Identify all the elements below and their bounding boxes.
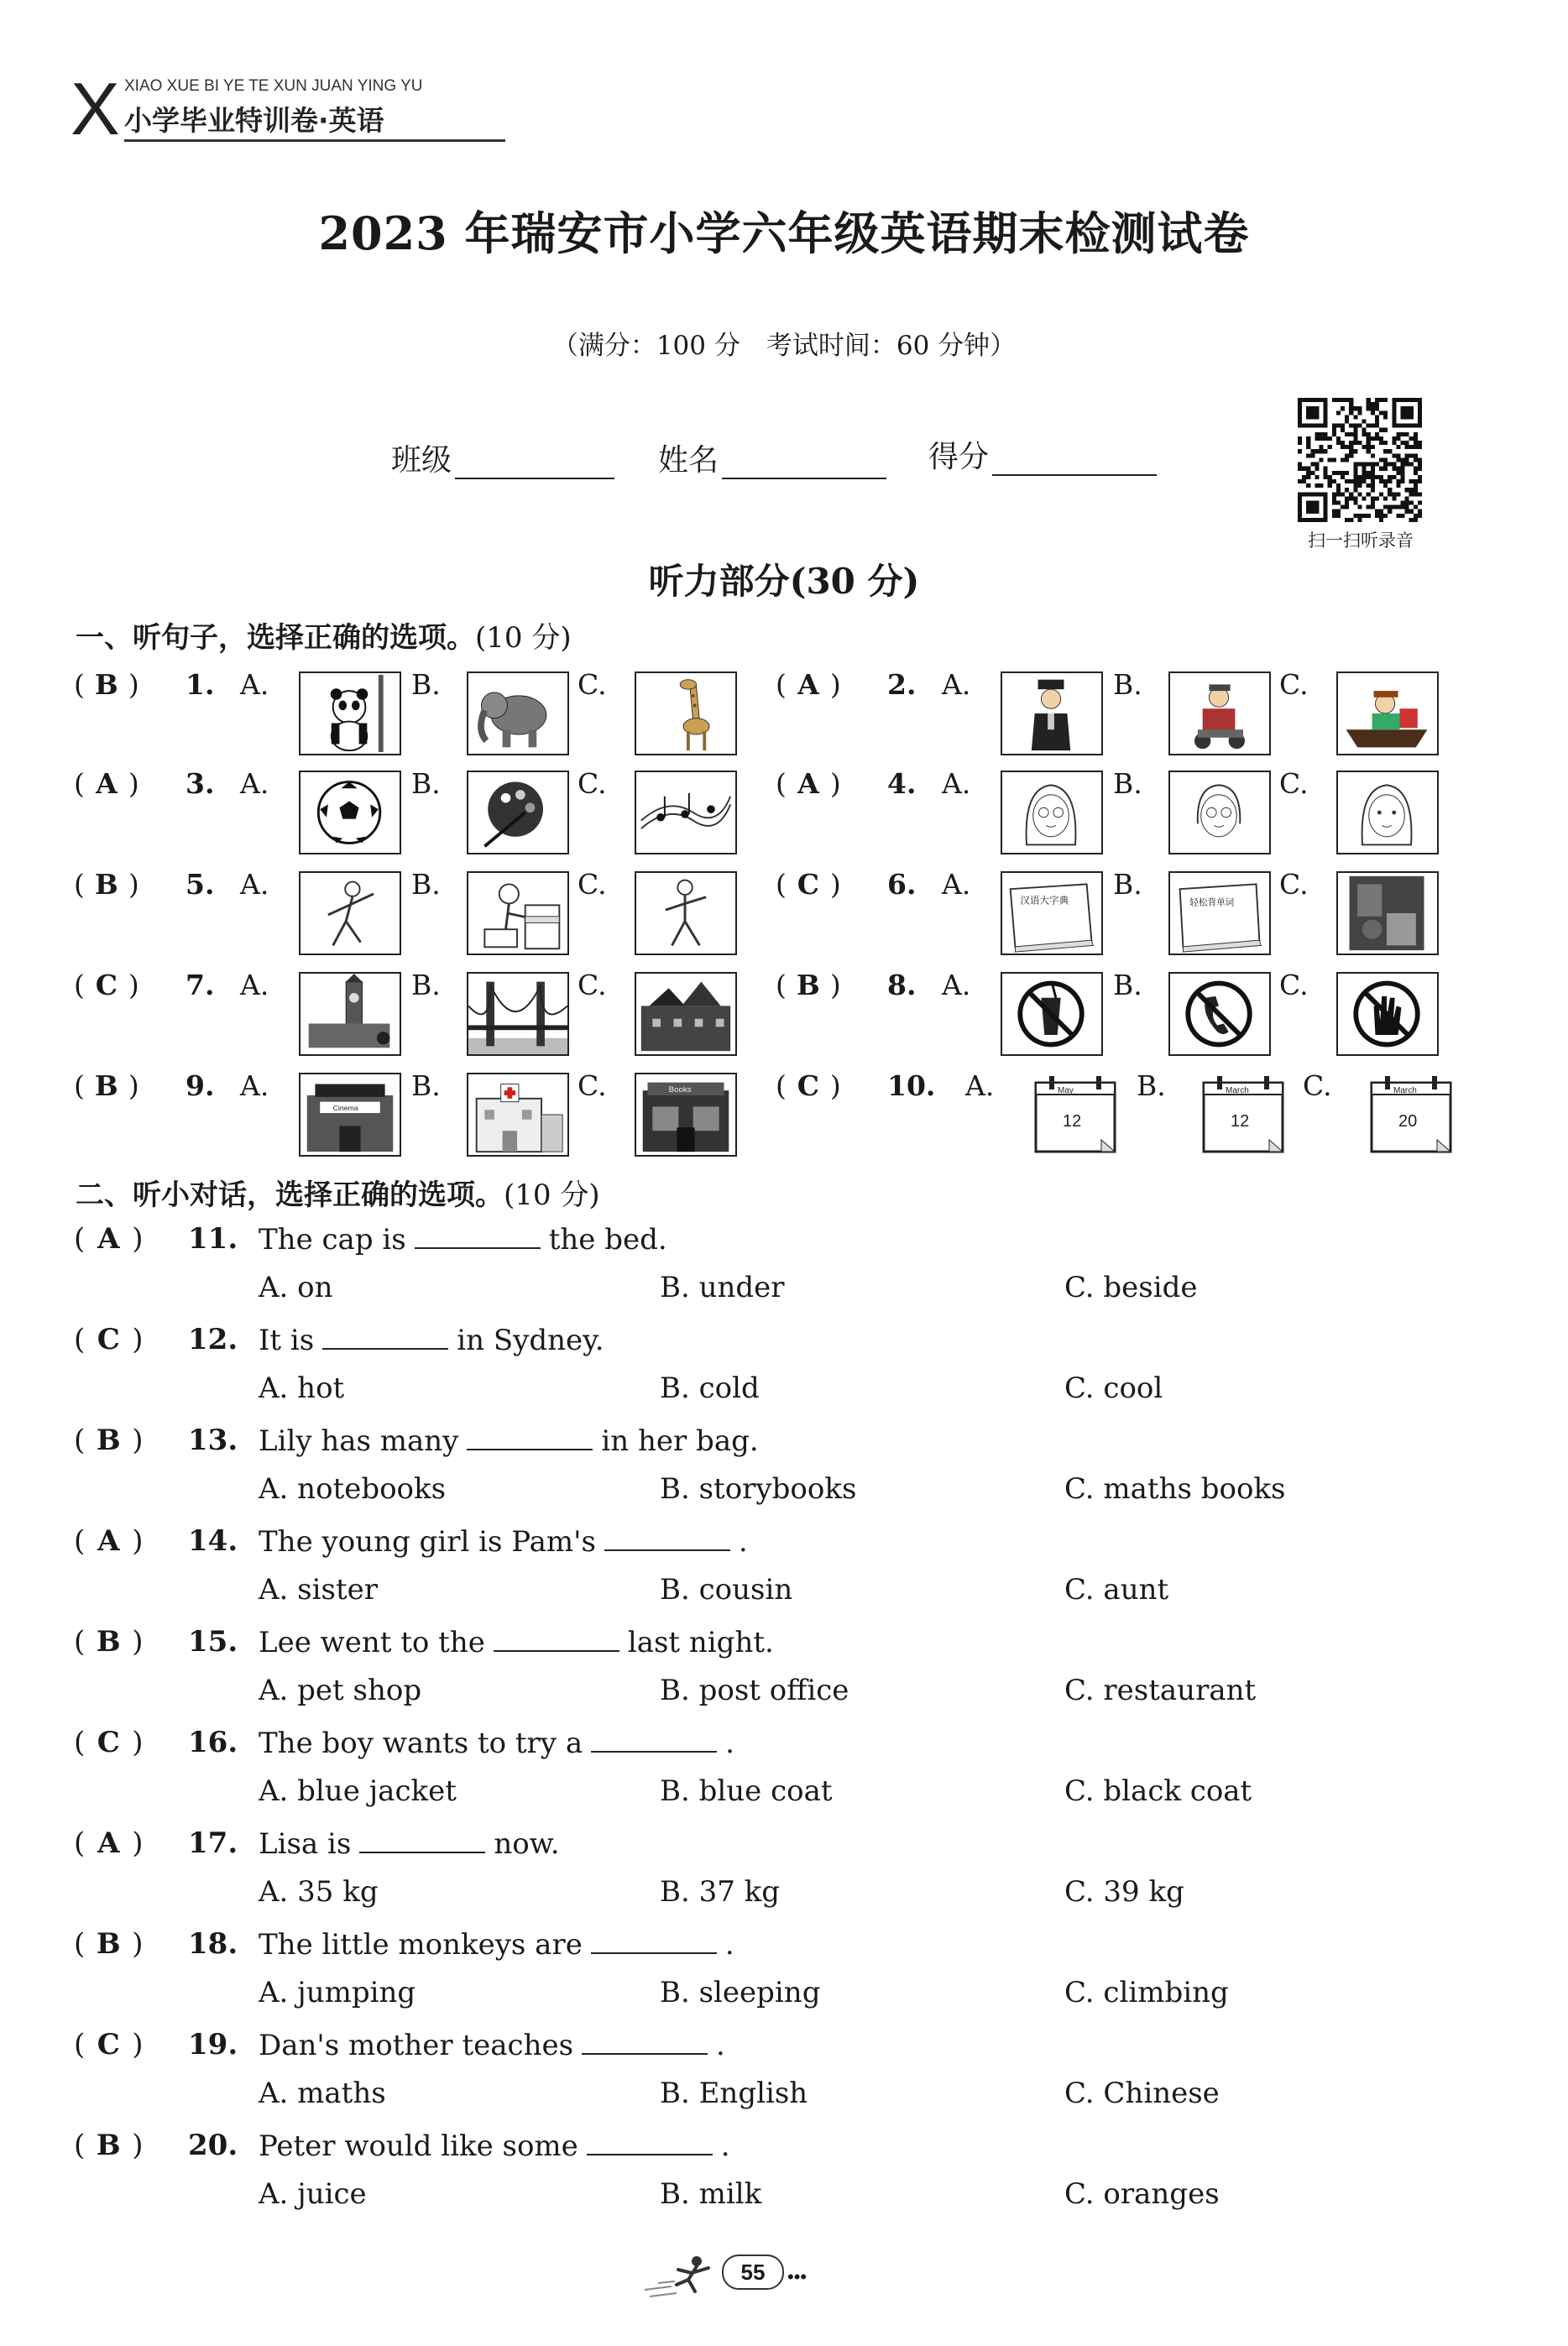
bookstore-picture[interactable] xyxy=(635,1073,737,1157)
option-letter: B. xyxy=(411,767,441,800)
dialogue-question xyxy=(74,1524,1501,1625)
stem-before: The little monkeys are xyxy=(259,1928,583,1962)
word-book-picture[interactable] xyxy=(1168,871,1271,955)
question-number: 9. xyxy=(186,1069,215,1102)
answer-option[interactable]: A. maths xyxy=(259,2077,386,2110)
class-field[interactable] xyxy=(391,436,614,479)
stem-before: Peter would like some xyxy=(259,2129,578,2163)
panda-picture[interactable] xyxy=(299,671,401,755)
farmer-boat-picture[interactable] xyxy=(1336,671,1439,755)
cinema-picture[interactable] xyxy=(299,1073,401,1157)
option-letter: A. xyxy=(942,668,971,701)
option-letter: A. xyxy=(240,969,269,1001)
page-dots: ••• xyxy=(787,2266,808,2287)
stem-before: Lily has many xyxy=(259,1424,459,1458)
no-touching-picture[interactable] xyxy=(1336,972,1439,1056)
question-number: 2. xyxy=(887,668,917,701)
question-number: 7. xyxy=(186,969,215,1001)
question-number: 17. xyxy=(188,1826,238,1860)
question-stem xyxy=(259,1323,604,1357)
stem-after: in Sydney. xyxy=(457,1324,604,1357)
stem-before: The boy wants to try a xyxy=(259,1727,583,1760)
answer-letter: B xyxy=(796,969,820,1001)
answer-option[interactable]: B. under xyxy=(660,1271,785,1304)
picture-question xyxy=(74,767,745,860)
svg-text:March: March xyxy=(1393,1086,1417,1095)
question-number: 5. xyxy=(186,868,215,901)
boy-piano-picture[interactable] xyxy=(467,871,569,955)
option-letter: C. xyxy=(1279,868,1309,901)
option-letter: B. xyxy=(1113,969,1142,1001)
stem-after: the bed. xyxy=(548,1223,667,1257)
music-notes-picture[interactable] xyxy=(635,771,737,854)
answer-option[interactable]: A. jumping xyxy=(259,1976,416,2009)
answer-bracket[interactable]: ( B ) xyxy=(74,2129,144,2162)
question-number: 20. xyxy=(188,2129,238,2162)
question-number: 18. xyxy=(188,1927,238,1961)
answer-bracket[interactable]: ( C ) xyxy=(776,868,841,901)
calendar-picture[interactable] xyxy=(1024,1073,1126,1157)
svg-text:12: 12 xyxy=(1063,1112,1082,1131)
svg-text:March: March xyxy=(1226,1086,1249,1095)
question-number: 16. xyxy=(188,1726,238,1759)
boy-dancing-picture[interactable] xyxy=(299,871,401,955)
answer-letter: B xyxy=(96,1424,121,1457)
answer-option[interactable]: C. climbing xyxy=(1064,1976,1229,2009)
question-number: 11. xyxy=(188,1222,238,1256)
option-letter: C. xyxy=(1279,668,1309,701)
calendar-picture[interactable] xyxy=(1192,1073,1294,1157)
answer-blank[interactable] xyxy=(359,1826,485,1853)
answer-letter: B xyxy=(96,1625,121,1659)
option-letter: A. xyxy=(240,1069,269,1102)
section-2-heading: 二、听小对话，选择正确的选项。 xyxy=(76,1178,504,1212)
stem-before: Lee went to the xyxy=(259,1626,485,1659)
option-letter: C. xyxy=(578,868,607,901)
no-drinking-picture[interactable] xyxy=(1001,972,1103,1056)
name-label: 姓名 xyxy=(658,443,719,478)
question-number: 12. xyxy=(188,1323,238,1356)
option-letter: B. xyxy=(1113,868,1142,901)
postman-picture[interactable] xyxy=(1168,671,1271,755)
answer-bracket[interactable]: ( B ) xyxy=(74,1625,144,1659)
option-letter: B. xyxy=(411,969,441,1001)
option-letter: A. xyxy=(965,1069,995,1102)
section-2-title xyxy=(76,1172,600,1213)
bridge-picture[interactable] xyxy=(467,972,569,1056)
question-stem xyxy=(259,1726,734,1760)
picture-question xyxy=(776,868,1447,960)
option-letter: C. xyxy=(1303,1069,1332,1102)
option-letter: B. xyxy=(411,868,441,901)
answer-letter: B xyxy=(94,868,118,901)
svg-text:20: 20 xyxy=(1398,1112,1418,1131)
answer-option[interactable]: C. maths books xyxy=(1064,1472,1286,1506)
option-letter: C. xyxy=(578,969,607,1001)
answer-bracket[interactable]: ( A ) xyxy=(74,767,139,800)
answer-option[interactable]: C. oranges xyxy=(1064,2177,1220,2211)
answer-blank[interactable] xyxy=(494,1625,619,1652)
answer-letter: B xyxy=(96,2129,121,2162)
name-blank[interactable] xyxy=(722,446,886,479)
answer-blank[interactable] xyxy=(467,1424,593,1450)
answer-letter: B xyxy=(94,1069,118,1102)
answer-letter: B xyxy=(94,668,118,701)
answer-option[interactable]: C. Chinese xyxy=(1064,2077,1220,2110)
answer-blank[interactable] xyxy=(591,1927,717,1954)
question-number: 1. xyxy=(186,668,215,701)
answer-letter: C xyxy=(97,1323,120,1356)
answer-blank[interactable] xyxy=(587,2129,713,2155)
question-number: 10. xyxy=(887,1069,936,1102)
option-letter: A. xyxy=(240,668,269,701)
stem-before: It is xyxy=(259,1324,315,1357)
picture-question xyxy=(74,668,745,760)
answer-option[interactable]: C. 39 kg xyxy=(1064,1875,1184,1909)
man-kungfu-picture[interactable] xyxy=(635,871,737,955)
policeman-picture[interactable] xyxy=(1001,671,1103,755)
option-letter: C. xyxy=(1279,767,1309,800)
dialogue-question xyxy=(74,1222,1501,1323)
section-1-title xyxy=(76,614,572,656)
stem-after: . xyxy=(725,1727,734,1760)
question-stem xyxy=(259,1826,560,1861)
option-letter: A. xyxy=(240,868,269,901)
question-number: 14. xyxy=(188,1524,238,1558)
answer-letter: C xyxy=(97,2028,120,2061)
answer-letter: C xyxy=(797,1069,819,1102)
answer-letter: A xyxy=(97,1524,120,1558)
option-letter: B. xyxy=(1113,767,1142,800)
picture-question xyxy=(776,668,1447,760)
answer-option[interactable]: B. 37 kg xyxy=(660,1875,781,1909)
answer-letter: A xyxy=(96,767,118,800)
answer-blank[interactable] xyxy=(322,1323,448,1350)
answer-blank[interactable] xyxy=(582,2028,708,2055)
answer-bracket[interactable]: ( B ) xyxy=(74,1069,139,1102)
stem-before: Dan's mother teaches xyxy=(259,2029,574,2062)
score-label: 得分 xyxy=(928,440,990,474)
elephant-picture[interactable] xyxy=(467,671,569,755)
brand-logo-letter: X xyxy=(71,67,120,150)
answer-letter: C xyxy=(97,1726,120,1759)
big-ben-picture[interactable] xyxy=(299,972,401,1056)
svg-text:12: 12 xyxy=(1231,1112,1250,1131)
brand-underline xyxy=(124,139,505,142)
question-number: 3. xyxy=(186,767,215,800)
brand-title: 小学毕业特训卷·英语 xyxy=(124,104,384,137)
answer-option[interactable]: B. milk xyxy=(660,2177,762,2211)
dialogue-question xyxy=(74,1927,1501,2028)
no-phone-picture[interactable] xyxy=(1168,972,1271,1056)
question-number: 8. xyxy=(887,969,917,1001)
answer-bracket[interactable]: ( A ) xyxy=(776,668,841,701)
class-label: 班级 xyxy=(391,443,452,478)
answer-letter: C xyxy=(797,868,819,901)
stem-after: in her bag. xyxy=(601,1424,759,1458)
option-letter: C. xyxy=(578,767,607,800)
question-number: 19. xyxy=(188,2028,238,2061)
calendar-picture[interactable] xyxy=(1360,1073,1462,1157)
answer-bracket[interactable]: ( C ) xyxy=(74,1323,144,1356)
answer-option[interactable]: A. sister xyxy=(259,1573,378,1607)
score-field[interactable] xyxy=(928,433,1157,476)
option-letter: B. xyxy=(411,668,441,701)
paint-palette-picture[interactable] xyxy=(467,771,569,854)
dialogue-question xyxy=(74,1726,1501,1826)
girl-glasses-long-hair-picture[interactable] xyxy=(1001,771,1103,854)
girl-no-glasses-picture[interactable] xyxy=(1336,771,1439,854)
answer-option[interactable]: A. juice xyxy=(259,2177,367,2211)
stem-before: The cap is xyxy=(259,1223,406,1257)
answer-letter: A xyxy=(97,1826,120,1860)
answer-bracket[interactable]: ( B ) xyxy=(74,868,139,901)
stem-after: . xyxy=(724,1928,734,1962)
qr-code-icon[interactable] xyxy=(1298,398,1422,522)
svg-text:汉语大字典: 汉语大字典 xyxy=(1020,894,1069,907)
answer-bracket[interactable]: ( C ) xyxy=(776,1069,841,1102)
name-field[interactable] xyxy=(658,436,886,479)
answer-bracket[interactable]: ( A ) xyxy=(776,767,841,800)
answer-bracket[interactable]: ( A ) xyxy=(74,1826,144,1860)
answer-option[interactable]: B. cousin xyxy=(660,1573,793,1607)
class-blank[interactable] xyxy=(455,446,614,479)
svg-text:Books: Books xyxy=(668,1085,692,1095)
option-letter: C. xyxy=(578,1069,607,1102)
option-letter: C. xyxy=(1279,969,1309,1001)
answer-blank[interactable] xyxy=(604,1524,730,1551)
question-number: 13. xyxy=(188,1424,238,1457)
answer-letter: A xyxy=(797,767,819,800)
svg-text:Cinema: Cinema xyxy=(332,1104,358,1113)
dialogue-question xyxy=(74,1625,1501,1726)
svg-text:May: May xyxy=(1058,1086,1074,1095)
hospital-picture[interactable] xyxy=(467,1073,569,1157)
svg-text:轻松背单词: 轻松背单词 xyxy=(1189,897,1235,908)
question-number: 6. xyxy=(887,868,917,901)
answer-option[interactable]: A. blue jacket xyxy=(259,1774,457,1808)
picture-question xyxy=(74,1069,745,1162)
picture-question xyxy=(776,969,1447,1061)
answer-letter: B xyxy=(96,1927,121,1961)
stem-after: last night. xyxy=(627,1626,774,1659)
option-letter: A. xyxy=(942,767,971,800)
question-stem xyxy=(259,1424,759,1458)
qr-caption: 扫一扫听录音 xyxy=(1308,530,1414,551)
answer-option[interactable]: B. sleeping xyxy=(660,1976,821,2009)
exam-title: 2023 年瑞安市小学六年级英语期末检测试卷 xyxy=(318,206,1250,260)
answer-bracket[interactable]: ( C ) xyxy=(74,2028,144,2061)
page-footer xyxy=(638,2251,831,2310)
dialogue-question xyxy=(74,2129,1501,2229)
city-picture[interactable] xyxy=(635,972,737,1056)
answer-option[interactable]: C. beside xyxy=(1064,1271,1198,1304)
answer-option[interactable]: B. blue coat xyxy=(660,1774,833,1808)
answer-option[interactable]: A. 35 kg xyxy=(259,1875,379,1909)
dialogue-question xyxy=(74,2028,1501,2129)
page-number: 55 xyxy=(722,2255,784,2290)
option-letter: A. xyxy=(240,767,269,800)
answer-bracket[interactable]: ( A ) xyxy=(74,1524,144,1558)
stem-after: . xyxy=(738,1525,748,1559)
exam-info: （满分：100 分 考试时间：60 分钟） xyxy=(551,331,1017,361)
question-stem xyxy=(259,1524,748,1559)
option-letter: A. xyxy=(942,868,971,901)
answer-bracket[interactable]: ( B ) xyxy=(74,1424,144,1457)
answer-letter: A xyxy=(797,668,819,701)
option-letter: B. xyxy=(1113,668,1142,701)
dialogue-question xyxy=(74,1424,1501,1524)
giraffe-picture[interactable] xyxy=(635,671,737,755)
answer-option[interactable]: B. post office xyxy=(660,1674,849,1707)
answer-bracket[interactable]: ( B ) xyxy=(776,969,841,1001)
answer-option[interactable]: C. restaurant xyxy=(1064,1674,1257,1707)
question-stem xyxy=(259,1222,667,1257)
dictionary-picture[interactable] xyxy=(1001,871,1103,955)
answer-bracket[interactable]: ( C ) xyxy=(74,1726,144,1759)
section-2-points: (10 分) xyxy=(504,1178,600,1212)
question-number: 4. xyxy=(887,767,917,800)
answer-option[interactable]: A. on xyxy=(259,1271,333,1304)
question-stem xyxy=(259,1625,774,1659)
dialogue-question xyxy=(74,1826,1501,1927)
football-picture[interactable] xyxy=(299,771,401,854)
answer-blank[interactable] xyxy=(591,1726,717,1753)
girl-glasses-short-hair-picture[interactable] xyxy=(1168,771,1271,854)
answer-bracket[interactable]: ( B ) xyxy=(74,1927,144,1961)
answer-option[interactable]: A. notebooks xyxy=(259,1472,447,1506)
answer-bracket[interactable]: ( C ) xyxy=(74,969,139,1001)
runner-icon xyxy=(638,2251,722,2302)
stem-after: . xyxy=(716,2029,725,2062)
series-brand xyxy=(71,67,507,150)
answer-letter: C xyxy=(95,969,118,1001)
answer-letter: A xyxy=(97,1222,120,1256)
picture-question xyxy=(776,1069,1447,1162)
answer-option[interactable]: C. aunt xyxy=(1064,1573,1169,1607)
answer-option[interactable]: B. cold xyxy=(660,1372,760,1405)
question-stem xyxy=(259,1927,734,1962)
question-stem xyxy=(259,2028,725,2062)
listening-part-title: 听力部分(30 分) xyxy=(648,561,920,602)
option-letter: B. xyxy=(1137,1069,1166,1102)
answer-bracket[interactable]: ( B ) xyxy=(74,668,139,701)
picture-question xyxy=(74,868,745,960)
answer-option[interactable]: B. English xyxy=(660,2077,808,2110)
option-letter: C. xyxy=(578,668,607,701)
section-1-heading: 一、听句子，选择正确的选项。 xyxy=(76,621,475,655)
question-number: 15. xyxy=(188,1625,238,1659)
answer-option[interactable]: A. hot xyxy=(259,1372,345,1405)
answer-option[interactable]: C. cool xyxy=(1064,1372,1163,1405)
stem-after: now. xyxy=(494,1827,560,1861)
answer-blank[interactable] xyxy=(415,1222,541,1249)
dialogue-question xyxy=(74,1323,1501,1424)
photo-book-picture[interactable] xyxy=(1336,871,1439,955)
answer-option[interactable]: A. pet shop xyxy=(259,1674,422,1707)
picture-question xyxy=(776,767,1447,860)
score-blank[interactable] xyxy=(992,442,1157,476)
answer-option[interactable]: B. storybooks xyxy=(660,1472,857,1506)
question-stem xyxy=(259,2129,730,2163)
option-letter: A. xyxy=(942,969,971,1001)
stem-before: The young girl is Pam's xyxy=(259,1525,596,1559)
answer-bracket[interactable]: ( A ) xyxy=(74,1222,144,1256)
stem-after: . xyxy=(720,2129,730,2163)
answer-option[interactable]: C. black coat xyxy=(1064,1774,1252,1808)
option-letter: B. xyxy=(411,1069,441,1102)
picture-question xyxy=(74,969,745,1061)
section-1-points: (10 分) xyxy=(475,621,572,655)
stem-before: Lisa is xyxy=(259,1827,352,1861)
brand-pinyin: XIAO XUE BI YE TE XUN JUAN YING YU xyxy=(124,77,423,95)
